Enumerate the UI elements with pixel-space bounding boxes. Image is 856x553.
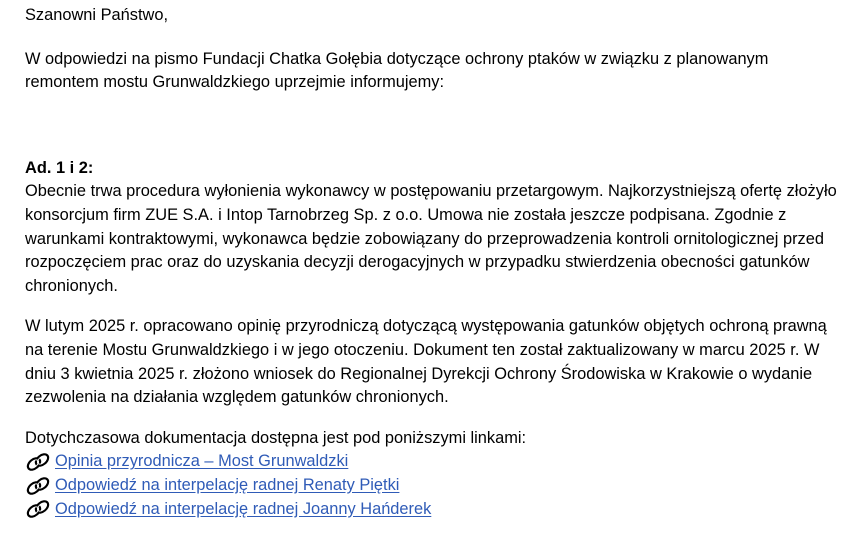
letter-body xyxy=(25,4,845,521)
link-opinia-przyrodnicza[interactable]: Opinia przyrodnicza – Most Grunwaldzki xyxy=(55,452,349,471)
paragraph-2: W lutym 2025 r. opracowano opinię przyrodniczą dotyczącą występowania gatunków objętych ochroną prawną na terenie Mostu Grunwaldzkiego i w jego otoczeniu. Dokument ten został zaktualizowany w marcu 2025 r. W dniu 3 kwietnia 2025 r. złożono wniosek do Regionalnej Dyrekcji Ochrony Środowiska w Krakowie o wydanie zezwolenia na działania względem gatunków chronionych. xyxy=(25,317,827,407)
link-row-piętka[interactable] xyxy=(25,474,845,498)
chain-link-icon xyxy=(25,475,51,497)
paragraph-1: Obecnie trwa procedura wyłonienia wykonawcy w postępowaniu przetargowym. Najkorzystniejszą ofertę złożyło konsorcjum firm ZUE S.A. i Intop Tarnobrzeg Sp. z o.o. Umowa nie została jeszcze podpisana. Zgodnie z warunkami kontraktowymi, wykonawca będzie zobowiązany do przeprowadzenia kontroli ornitologicznej przed rozpoczęciem prac oraz do uzyskania decyzji derogacyjnych w przypadku stwierdzenia obecności gatunków chronionych. xyxy=(25,182,837,295)
greeting: Szanowni Państwo, xyxy=(25,6,169,24)
chain-link-icon xyxy=(25,451,51,473)
link-interpelacja-pietka[interactable]: Odpowiedź na interpelację radnej Renaty Piętki xyxy=(55,475,400,494)
link-row-opinia[interactable] xyxy=(25,450,845,474)
links-intro: Dotychczasowa dokumentacja dostępna jest pod poniższymi linkami: xyxy=(25,428,527,447)
chain-link-icon xyxy=(25,498,51,520)
section-heading: Ad. 1 i 2: xyxy=(25,158,94,177)
link-row-handerek[interactable] xyxy=(25,498,845,522)
link-interpelacja-handerek[interactable]: Odpowiedź na interpelację radnej Joanny Hańderek xyxy=(55,499,432,518)
intro-paragraph: W odpowiedzi na pismo Fundacji Chatka Gołębia dotyczące ochrony ptaków w związku z planowanym remontem mostu Grunwaldzkiego uprzejmie informujemy: xyxy=(25,49,769,92)
